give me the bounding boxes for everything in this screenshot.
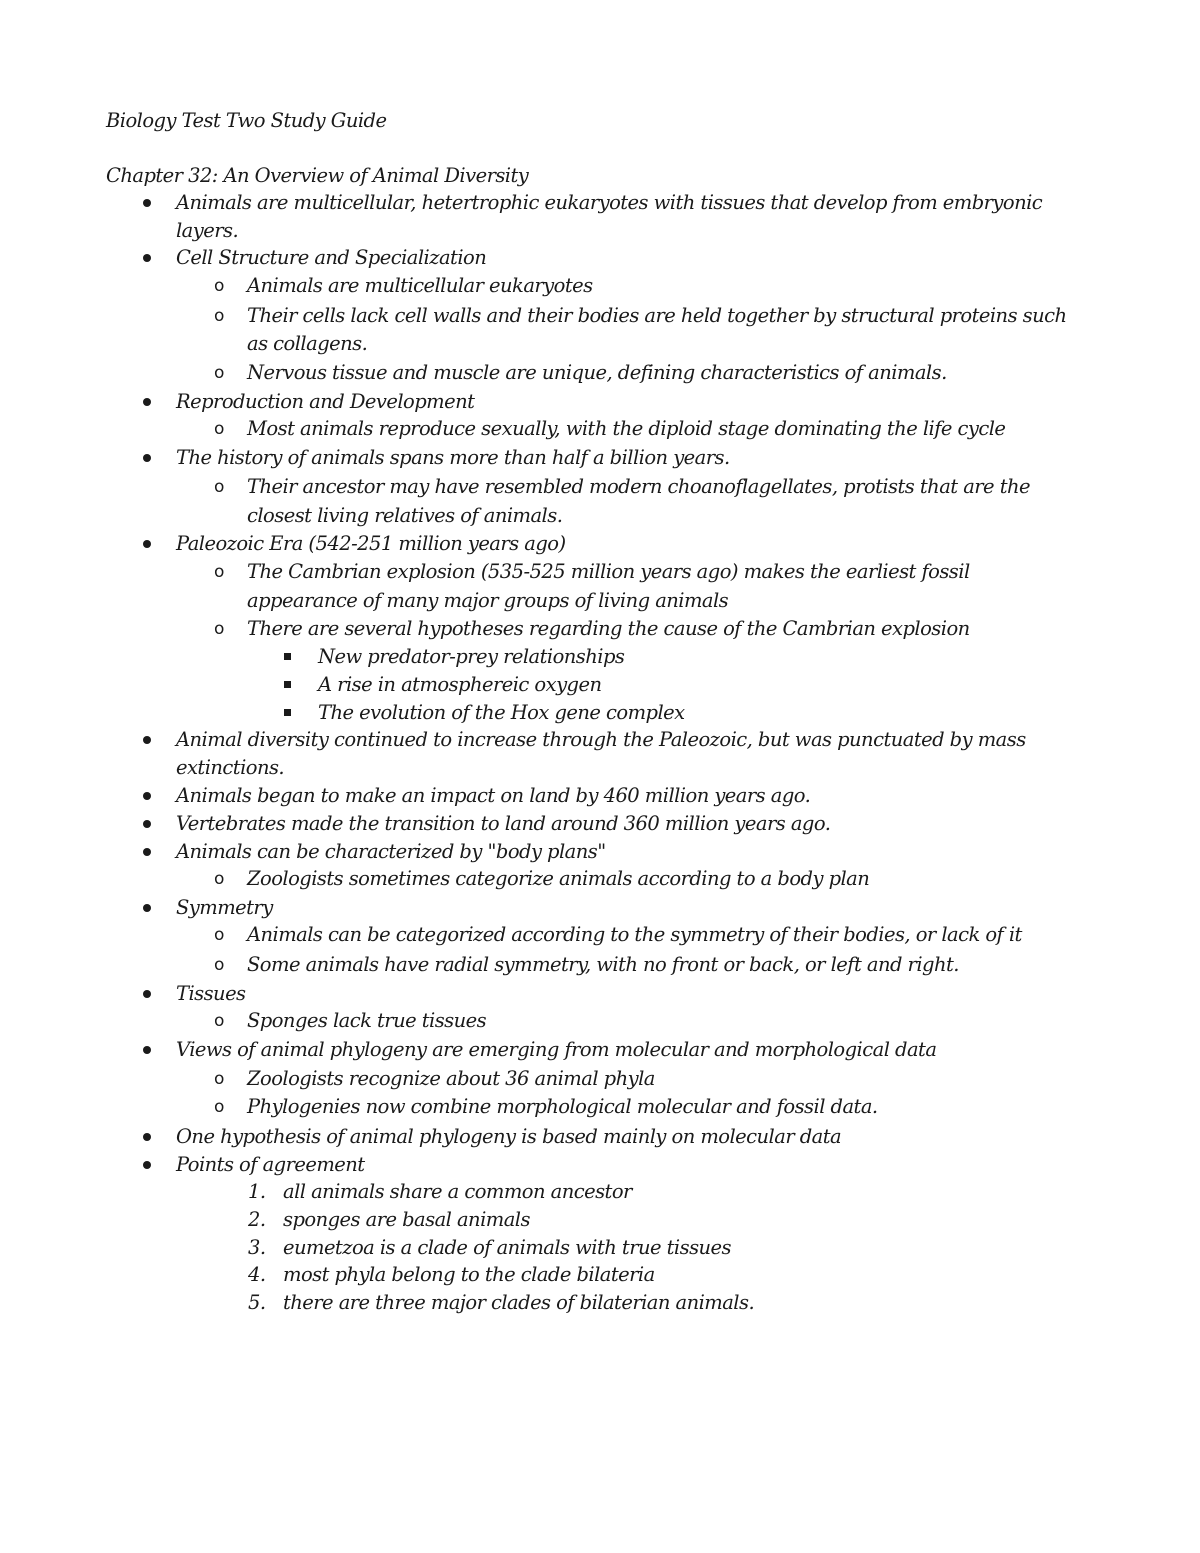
list-item-text: closest living relatives of animals. [247,504,563,527]
list-item-text: there are three major clades of bilaterian animals. [283,1291,755,1314]
bullet-circle-icon: o [214,955,224,975]
list-item-text: Zoologists recognize about 36 animal phyla [247,1067,655,1090]
bullet-circle-icon: o [214,306,224,326]
list-item-text: appearance of many major groups of living animals [247,589,729,612]
list-item-text: Animals are multicellular, hetertrophic eukaryotes with tissues that develop from embryonic [176,191,1043,214]
list-item-text: Nervous tissue and muscle are unique, defining characteristics of animals. [247,361,947,384]
list-item-text: The evolution of the Hox gene complex [318,701,685,724]
list-item-text: Zoologists sometimes categorize animals according to a body plan [247,867,870,890]
bullet-circle-icon: o [214,477,224,497]
list-number: 3. [248,1236,266,1259]
chapter-heading: Chapter 32: An Overview of Animal Diversity [106,164,529,187]
list-item-text: Animals are multicellular eukaryotes [247,274,593,297]
bullet-disc-icon [143,398,151,406]
list-item-text: layers. [176,219,239,242]
list-item-text: most phyla belong to the clade bilateria [283,1263,655,1286]
list-item-text: Their cells lack cell walls and their bodies are held together by structural proteins such [247,304,1067,327]
bullet-disc-icon [143,1161,151,1169]
bullet-circle-icon: o [214,1069,224,1089]
bullet-circle-icon: o [214,869,224,889]
list-item-text: Animals began to make an impact on land by 460 million years ago. [176,784,811,807]
list-item-text: There are several hypotheses regarding the cause of the Cambrian explosion [247,617,970,640]
list-number: 2. [248,1208,266,1231]
bullet-square-icon [284,653,291,660]
list-number: 4. [248,1263,266,1286]
list-item-text: New predator-prey relationships [318,645,625,668]
list-item-text: Animals can be characterized by "body plans" [176,840,606,863]
bullet-disc-icon [143,1133,151,1141]
list-item-text: The Cambrian explosion (535-525 million years ago) makes the earliest fossil [247,560,970,583]
list-item-text: Some animals have radial symmetry, with no front or back, or left and right. [247,953,959,976]
list-item-text: Cell Structure and Specialization [176,246,487,269]
bullet-circle-icon: o [214,925,224,945]
bullet-disc-icon [143,454,151,462]
bullet-square-icon [284,681,291,688]
list-item-text: extinctions. [176,756,285,779]
list-item-text: Sponges lack true tissues [247,1009,487,1032]
bullet-disc-icon [143,736,151,744]
bullet-disc-icon [143,904,151,912]
list-item-text: A rise in atmosphereic oxygen [318,673,602,696]
list-item-text: eumetzoa is a clade of animals with true tissues [283,1236,731,1259]
list-item-text: Most animals reproduce sexually, with the diploid stage dominating the life cycle [247,417,1006,440]
bullet-circle-icon: o [214,562,224,582]
bullet-circle-icon: o [214,1011,224,1031]
bullet-disc-icon [143,254,151,262]
list-item-text: as collagens. [247,332,368,355]
list-item-text: One hypothesis of animal phylogeny is based mainly on molecular data [176,1125,842,1148]
bullet-circle-icon: o [214,276,224,296]
bullet-disc-icon [143,792,151,800]
list-item-text: Vertebrates made the transition to land around 360 million years ago. [176,812,831,835]
bullet-disc-icon [143,1046,151,1054]
bullet-circle-icon: o [214,363,224,383]
list-item-text: sponges are basal animals [283,1208,530,1231]
list-item-text: Points of agreement [176,1153,365,1176]
bullet-disc-icon [143,990,151,998]
list-number: 5. [248,1291,266,1314]
bullet-disc-icon [143,540,151,548]
bullet-square-icon [284,709,291,716]
list-item-text: Animals can be categorized according to the symmetry of their bodies, or lack of it [247,923,1022,946]
list-number: 1. [248,1180,266,1203]
bullet-circle-icon: o [214,1097,224,1117]
list-item-text: Symmetry [176,896,273,919]
list-item-text: Animal diversity continued to increase through the Paleozoic, but was punctuated by mass [176,728,1026,751]
list-item-text: Phylogenies now combine morphological molecular and fossil data. [247,1095,878,1118]
list-item-text: Paleozoic Era (542-251 million years ago) [176,532,566,555]
bullet-disc-icon [143,199,151,207]
bullet-disc-icon [143,820,151,828]
bullet-disc-icon [143,848,151,856]
list-item-text: Views of animal phylogeny are emerging from molecular and morphological data [176,1038,937,1061]
list-item-text: Reproduction and Development [176,390,475,413]
list-item-text: Their ancestor may have resembled modern choanoflagellates, protists that are the [247,475,1030,498]
list-item-text: all animals share a common ancestor [283,1180,632,1203]
bullet-circle-icon: o [214,619,224,639]
bullet-circle-icon: o [214,419,224,439]
document-title: Biology Test Two Study Guide [106,109,387,132]
list-item-text: The history of animals spans more than half a billion years. [176,446,730,469]
list-item-text: Tissues [176,982,246,1005]
